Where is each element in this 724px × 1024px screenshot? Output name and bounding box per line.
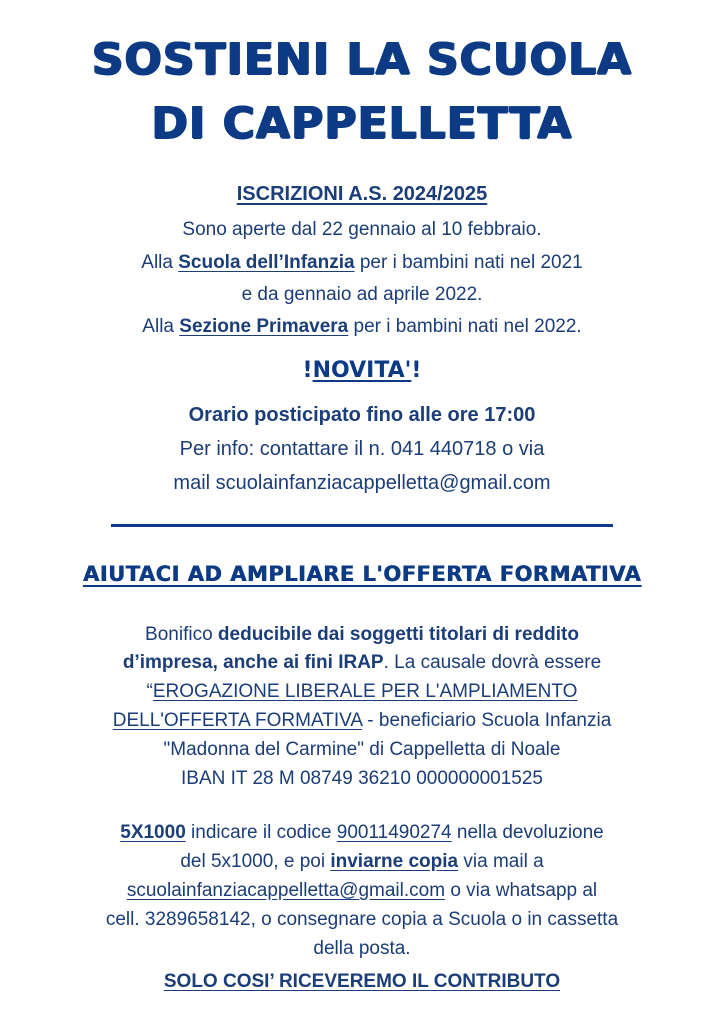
iban-line: IBAN IT 28 M 08749 36210 000000001525 — [181, 768, 543, 789]
bang-close: ! — [411, 358, 422, 383]
text: - beneficiario Scuola Infanzia — [362, 710, 612, 731]
text: “ — [146, 681, 153, 702]
text: per i bambini nati nel 2021 — [354, 252, 583, 273]
title-line-2: DI CAPPELLETTA — [151, 98, 573, 149]
sezione-primavera-link[interactable]: Sezione Primavera — [179, 316, 349, 337]
text: Alla — [141, 252, 179, 273]
email-link[interactable]: scuolainfanziacappelletta@gmail.com — [126, 880, 446, 901]
offer-p2-line-4: cell. 3289658142, o consegnare copia a Scuola o in cassetta — [105, 909, 619, 930]
text: . La causale dovrà essere — [383, 652, 602, 673]
text: Bonifico — [145, 624, 218, 645]
text: nella devoluzione — [451, 822, 604, 843]
schedule-line: Orario posticipato fino alle ore 17:00 — [188, 404, 536, 426]
title-line-1: SOSTIENI LA SCUOLA — [91, 34, 633, 85]
tax-code: 90011490274 — [336, 822, 452, 843]
divider — [111, 524, 613, 527]
text: via mail a — [458, 851, 544, 872]
offer-heading: AIUTACI AD AMPLIARE L'OFFERTA FORMATIVA — [82, 562, 642, 586]
offer-p1-line-5: "Madonna del Carmine" di Cappelletta di Noale — [163, 739, 561, 760]
offer-p1-line-4 — [0, 709, 724, 733]
novita-label: NOVITA' — [312, 358, 412, 383]
offer-p1-line-2 — [0, 651, 724, 675]
offer-p2-line-5: della posta. — [313, 938, 411, 959]
text: per i bambini nati nel 2022. — [348, 316, 582, 337]
5x1000-label: 5X1000 — [120, 822, 186, 843]
send-copy-text: inviarne copia — [330, 851, 459, 872]
text: Alla — [142, 316, 180, 337]
offer-p1-line-3 — [0, 680, 724, 704]
causale-text-2: DELL'OFFERTA FORMATIVA — [112, 710, 362, 731]
info-line-2: mail scuolainfanziacappelletta@gmail.com — [173, 472, 551, 494]
offer-p2-line-2 — [0, 850, 724, 874]
scuola-infanzia-link[interactable]: Scuola dell’Infanzia — [178, 252, 355, 273]
info-line-1: Per info: contattare il n. 041 440718 o via — [179, 438, 545, 460]
enrollment-dates: Sono aperte dal 22 gennaio al 10 febbraio. — [182, 219, 542, 240]
text: del 5x1000, e poi — [180, 851, 331, 872]
enrollment-heading: ISCRIZIONI A.S. 2024/2025 — [236, 183, 488, 205]
enrollment-infanzia-line — [0, 251, 724, 275]
text-bold: d’impresa, anche ai fini IRAP — [122, 652, 384, 673]
enrollment-infanzia-extra: e da gennaio ad aprile 2022. — [241, 284, 483, 305]
text: o via whatsapp al — [445, 880, 598, 901]
enrollment-primavera-line — [0, 315, 724, 339]
causale-text: EROGAZIONE LIBERALE PER L'AMPLIAMENTO — [152, 681, 578, 702]
closing-line: SOLO COSI’ RICEVEREMO IL CONTRIBUTO — [163, 971, 561, 992]
offer-p2-line-1 — [0, 821, 724, 845]
offer-p1-line-1 — [0, 623, 724, 647]
novita-heading — [0, 358, 724, 383]
text-bold: deducibile dai soggetti titolari di reddito — [217, 624, 579, 645]
bang-open: ! — [302, 358, 313, 383]
offer-p2-line-3 — [0, 879, 724, 903]
text: indicare il codice — [185, 822, 337, 843]
